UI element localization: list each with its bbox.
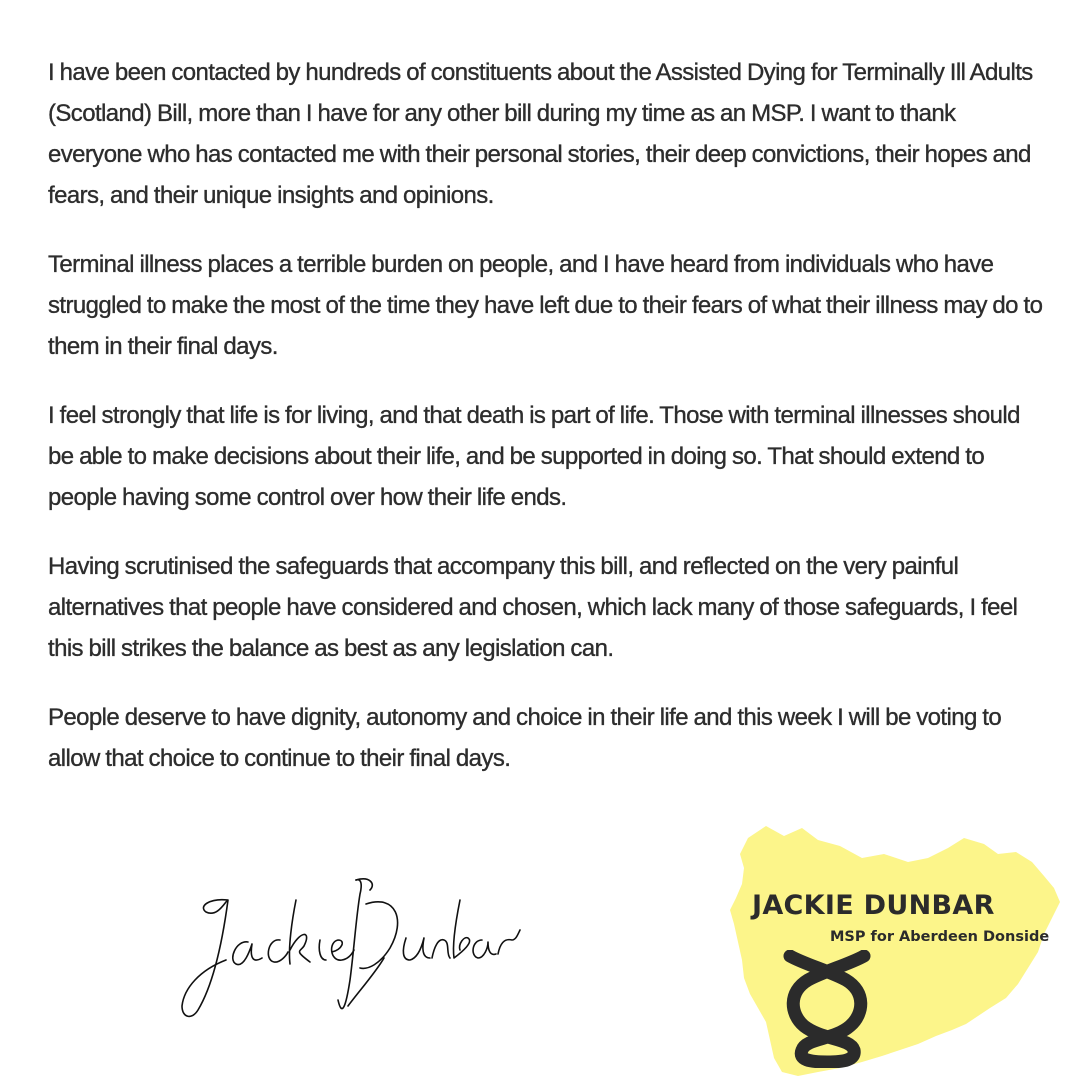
letter-paragraph: People deserve to have dignity, autonomy and choice in their life and this week I will be voting to allow that choice to continue to their final days. — [48, 704, 1002, 772]
handwritten-signature — [170, 860, 530, 1030]
mp-badge — [722, 818, 1067, 1080]
constituency-map-fill — [730, 826, 1060, 1076]
mp-name: JACKIE DUNBAR — [752, 890, 995, 921]
letter-body — [48, 52, 1048, 807]
letter-paragraph: I feel strongly that life is for living, and that death is part of life. Those with terminal illnesses should be able to make decisions about their life, and be supported in doing so. That should extend to people having some control over how their life ends. — [48, 402, 1020, 511]
snp-party-logo-icon — [782, 950, 872, 1068]
constituency-map-shape — [722, 818, 1067, 1080]
mp-role: MSP for Aberdeen Donside — [830, 929, 1050, 945]
letter-paragraph: Having scrutinised the safeguards that accompany this bill, and reflected on the very painful alternatives that people have considered and chosen, which lack many of those safeguards, I feel this bill strikes the balance as best as any legislation can. — [48, 553, 1018, 662]
letter-paragraph: I have been contacted by hundreds of constituents about the Assisted Dying for Terminally Ill Adults (Scotland) Bill, more than I have for any other bill during my time as an MSP. I want to thank everyone who has contacted me with their personal stories, their deep convictions, their hopes and fears, and their unique insights and opinions. — [48, 59, 1033, 209]
letter-paragraph: Terminal illness places a terrible burden on people, and I have heard from individuals who have struggled to make the most of the time they have left due to their fears of what their illness may do to them in their final days. — [48, 251, 1043, 360]
